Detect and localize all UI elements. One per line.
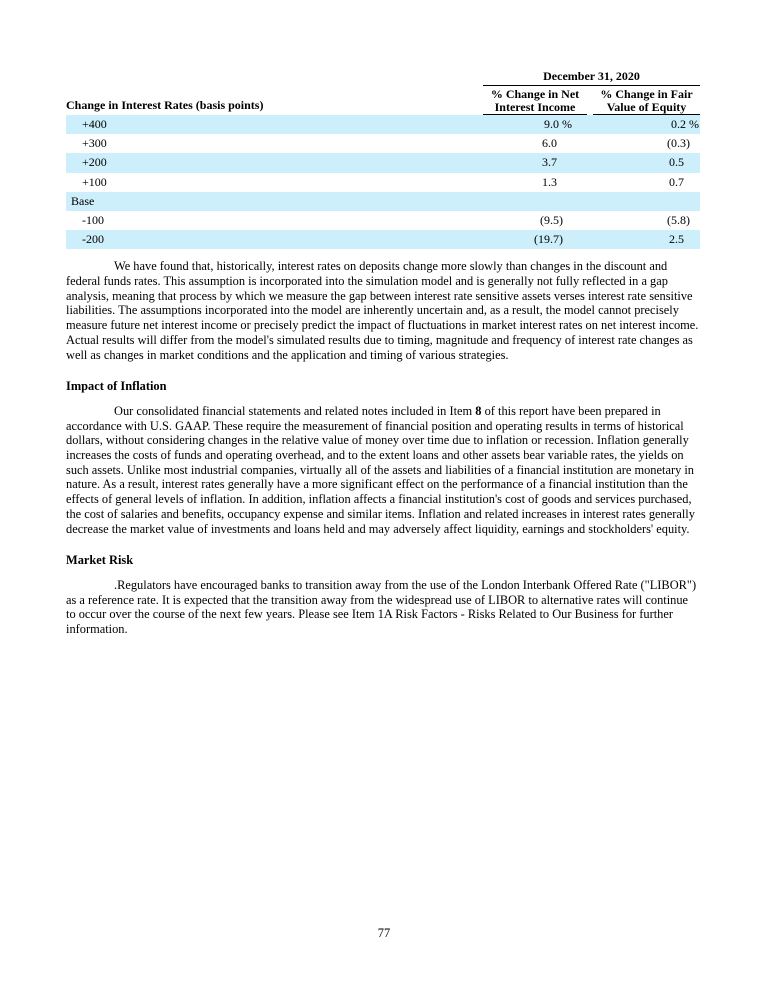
column-header-line: % Change in Net xyxy=(490,87,580,101)
fair-value-equity-value: 0.5 xyxy=(669,155,684,170)
fair-value-equity-value: 2.5 xyxy=(669,232,684,247)
heading-impact-of-inflation: Impact of Inflation xyxy=(66,379,167,394)
paragraph-inflation-text: of this report have been prepared in accordance with U.S. GAAP. These require the measurement of financial position and operating results in terms of historical dollars, without considering changes in the relative value of money over time due to inflation or recession. Inflation generally increases the costs of funds and operating overhead, and to the extent loans and other assets bear variable rates, the yields on such assets. Unlike most industrial companies, virtually all of the assets and liabilities of a financial institution are monetary in nature. As a result, interest rates generally have a more significant effect on the performance of a financial institution than the effects of general levels of inflation. In addition, inflation affects a financial institution's cost of goods and services purchased, the cost of salaries and benefits, occupancy expense and similar items. Inflation and related increases in interest rates generally decrease the market value of investments and loans held and may adversely affect liquidity, earnings and stockholders' equity. xyxy=(66,403,695,536)
table-row xyxy=(66,173,700,192)
fair-value-equity-value: 0.2 % xyxy=(671,117,699,132)
table-header-right xyxy=(483,70,700,115)
table-row xyxy=(66,153,700,172)
fair-value-equity-value: 0.7 xyxy=(669,174,684,189)
fair-value-equity-value: (5.8) xyxy=(667,213,690,228)
net-interest-income-value: 9.0 % xyxy=(544,117,572,132)
row-label: +300 xyxy=(82,136,107,151)
page-content xyxy=(66,0,700,637)
paragraph-inflation xyxy=(66,404,700,536)
table-row-header-label: Change in Interest Rates (basis points) xyxy=(66,98,264,112)
paragraph-model-assumptions: We have found that, historically, interest rates on deposits change more slowly than changes in the discount and federal funds rates. This assumption is incorporated into the simulation model and is generally not fully reflected in a gap analysis, meaning that process by which we measure the gap between interest rate sensitive assets verses interest rate sensitive liabilities. The assumptions incorporated into the model are inherently uncertain and, as a result, the model cannot precisely measure future net interest income or precisely predict the impact of fluctuations in market interest rates on net interest income. Actual results will differ from the model's simulated results due to timing, magnitude and frequency of interest rate changes as well as changes in market conditions and the application and timing of various strategies. xyxy=(66,259,699,362)
table-row xyxy=(66,230,700,249)
table-date-header: December 31, 2020 xyxy=(483,70,700,86)
paragraph-libor: .Regulators have encouraged banks to transition away from the use of the London Interbank Offered Rate ("LIBOR") as a reference rate. It is expected that the transition away from the widespread use of LIBOR to alternative rates will continue to occur over the course of the next few years. Please see Item 1A Risk Factors - Risks Related to Our Business for further information. xyxy=(66,577,697,637)
page-number: 77 xyxy=(377,926,391,940)
row-label: Base xyxy=(71,193,95,208)
column-header-net-interest-income xyxy=(483,88,587,115)
net-interest-income-value: 1.3 xyxy=(542,174,557,189)
paragraph-inflation-text: Our consolidated financial statements and related notes included in Item xyxy=(114,403,476,418)
net-interest-income-value: 6.0 xyxy=(542,136,557,151)
heading-market-risk: Market Risk xyxy=(66,553,134,568)
row-label: -100 xyxy=(82,213,104,228)
row-label: -200 xyxy=(82,232,104,247)
table-row xyxy=(66,115,700,134)
fair-value-equity-value: (0.3) xyxy=(667,136,690,151)
net-interest-income-value: (19.7) xyxy=(534,232,563,247)
column-header-line: Interest Income xyxy=(494,99,576,114)
column-header-fair-value-equity xyxy=(593,88,700,115)
table-row-base xyxy=(66,192,700,211)
interest-rate-sensitivity-table xyxy=(66,70,700,249)
table-header xyxy=(66,70,700,115)
row-label: +400 xyxy=(82,117,107,132)
item-8-reference: 8 xyxy=(475,403,482,418)
column-header-line: Value of Equity xyxy=(606,99,687,114)
table-row xyxy=(66,134,700,153)
table-row xyxy=(66,211,700,230)
row-label: +200 xyxy=(82,155,107,170)
net-interest-income-value: 3.7 xyxy=(542,155,557,170)
table-column-headers xyxy=(483,88,700,115)
row-label: +100 xyxy=(82,174,107,189)
net-interest-income-value: (9.5) xyxy=(540,213,563,228)
column-header-line: % Change in Fair xyxy=(600,87,693,101)
